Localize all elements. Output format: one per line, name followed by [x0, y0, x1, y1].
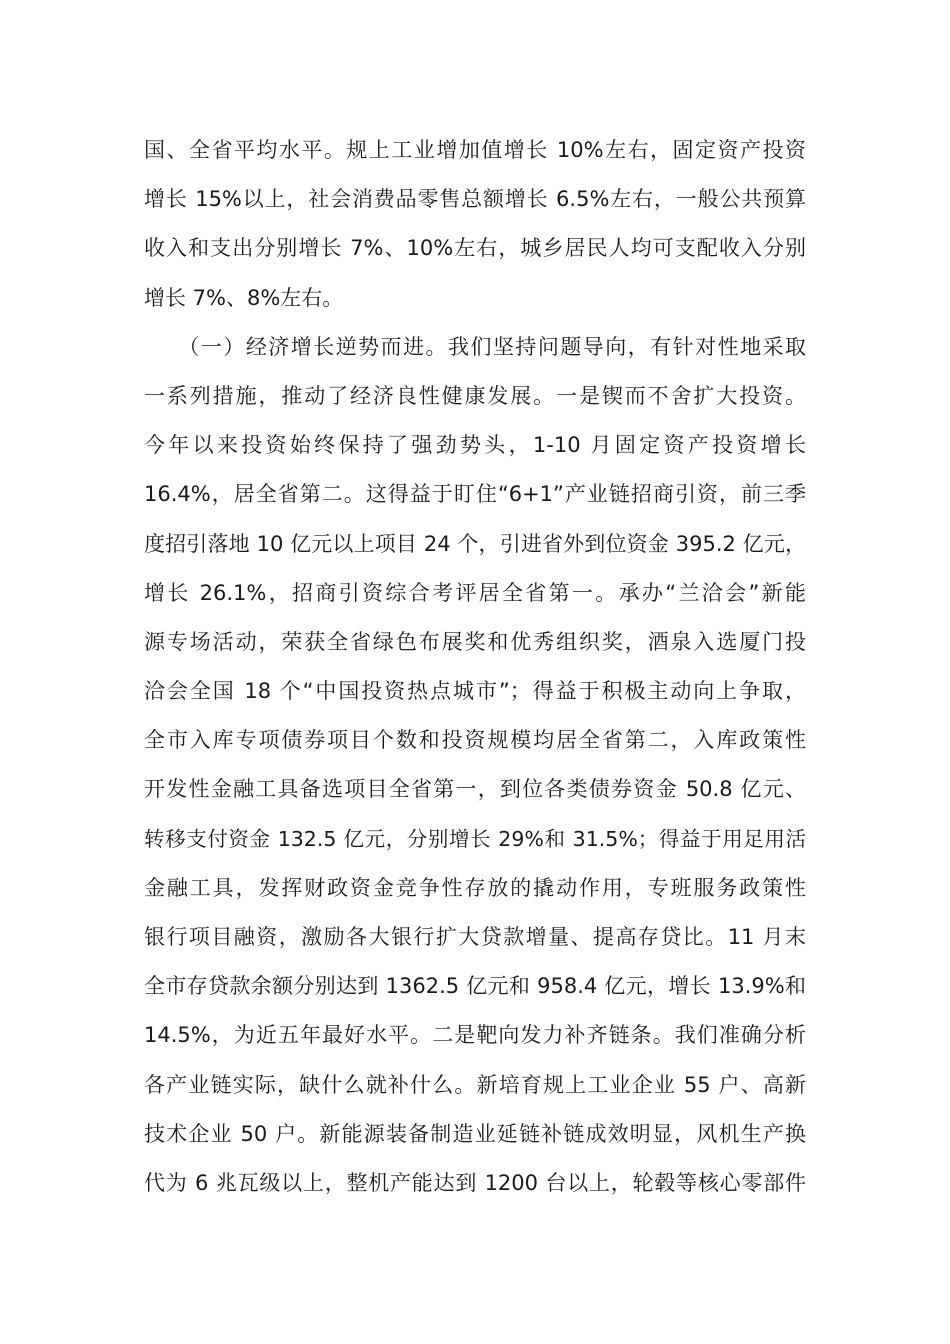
text-line: 金融工具，发挥财政资金竞争性存放的撬动作用，专班服务政策性: [144, 875, 806, 900]
text-line: 洽会全国 18 个“中国投资热点城市”；得益于积极主动向上争取，: [144, 679, 806, 704]
text-line: 度招引落地 10 亿元以上项目 24 个，引进省外到位资金 395.2 亿元，: [144, 531, 806, 556]
text-line: 今年以来投资始终保持了强劲势头，1-10 月固定资产投资增长: [144, 433, 806, 458]
text-line: 收入和支出分别增长 7%、10%左右，城乡居民人均可支配收入分别: [144, 236, 806, 261]
text-line: 源专场活动，荣获全省绿色布展奖和优秀组织奖，酒泉入选厦门投: [144, 629, 806, 654]
text-line: 国、全省平均水平。规上工业增加值增长 10%左右，固定资产投资: [144, 138, 806, 162]
text-line: 增长 15%以上，社会消费品零售总额增长 6.5%左右，一般公共预算: [144, 187, 806, 212]
body-text: [144, 126, 806, 1208]
text-line: （一）经济增长逆势而进。我们坚持问题导向，有针对性地采取: [144, 334, 806, 359]
text-line: 代为 6 兆瓦级以上，整机产能达到 1200 台以上，轮毂等核心零部件: [144, 1170, 806, 1195]
text-line: 开发性金融工具备选项目全省第一，到位各类债券资金 50.8 亿元、: [144, 777, 806, 802]
text-line: 各产业链实际，缺什么就补什么。新培育规上工业企业 55 户、高新: [144, 1072, 806, 1097]
text-line: 全市入库专项债券项目个数和投资规模均居全省第二，入库政策性: [144, 728, 806, 753]
text-line: 一系列措施，推动了经济良性健康发展。一是锲而不舍扩大投资。: [144, 383, 806, 408]
text-line: 银行项目融资，激励各大银行扩大贷款增量、提高存贷比。11 月末: [144, 925, 806, 949]
text-line: 转移支付资金 132.5 亿元，分别增长 29%和 31.5%；得益于用足用活: [144, 826, 806, 851]
text-line: 16.4%，居全省第二。这得益于盯住“6+1”产业链招商引资，前三季: [144, 482, 806, 507]
text-line: 增长 26.1%，招商引资综合考评居全省第一。承办“兰洽会”新能: [144, 580, 806, 605]
text-line: 14.5%，为近五年最好水平。二是靶向发力补齐链条。我们准确分析: [144, 1023, 806, 1048]
text-line: 全市存贷款余额分别达到 1362.5 亿元和 958.4 亿元，增长 13.9%和: [144, 974, 806, 999]
text-line: 增长 7%、8%左右。: [144, 285, 344, 310]
text-line: 技术企业 50 户。新能源装备制造业延链补链成效明显，风机生产换: [144, 1121, 806, 1146]
